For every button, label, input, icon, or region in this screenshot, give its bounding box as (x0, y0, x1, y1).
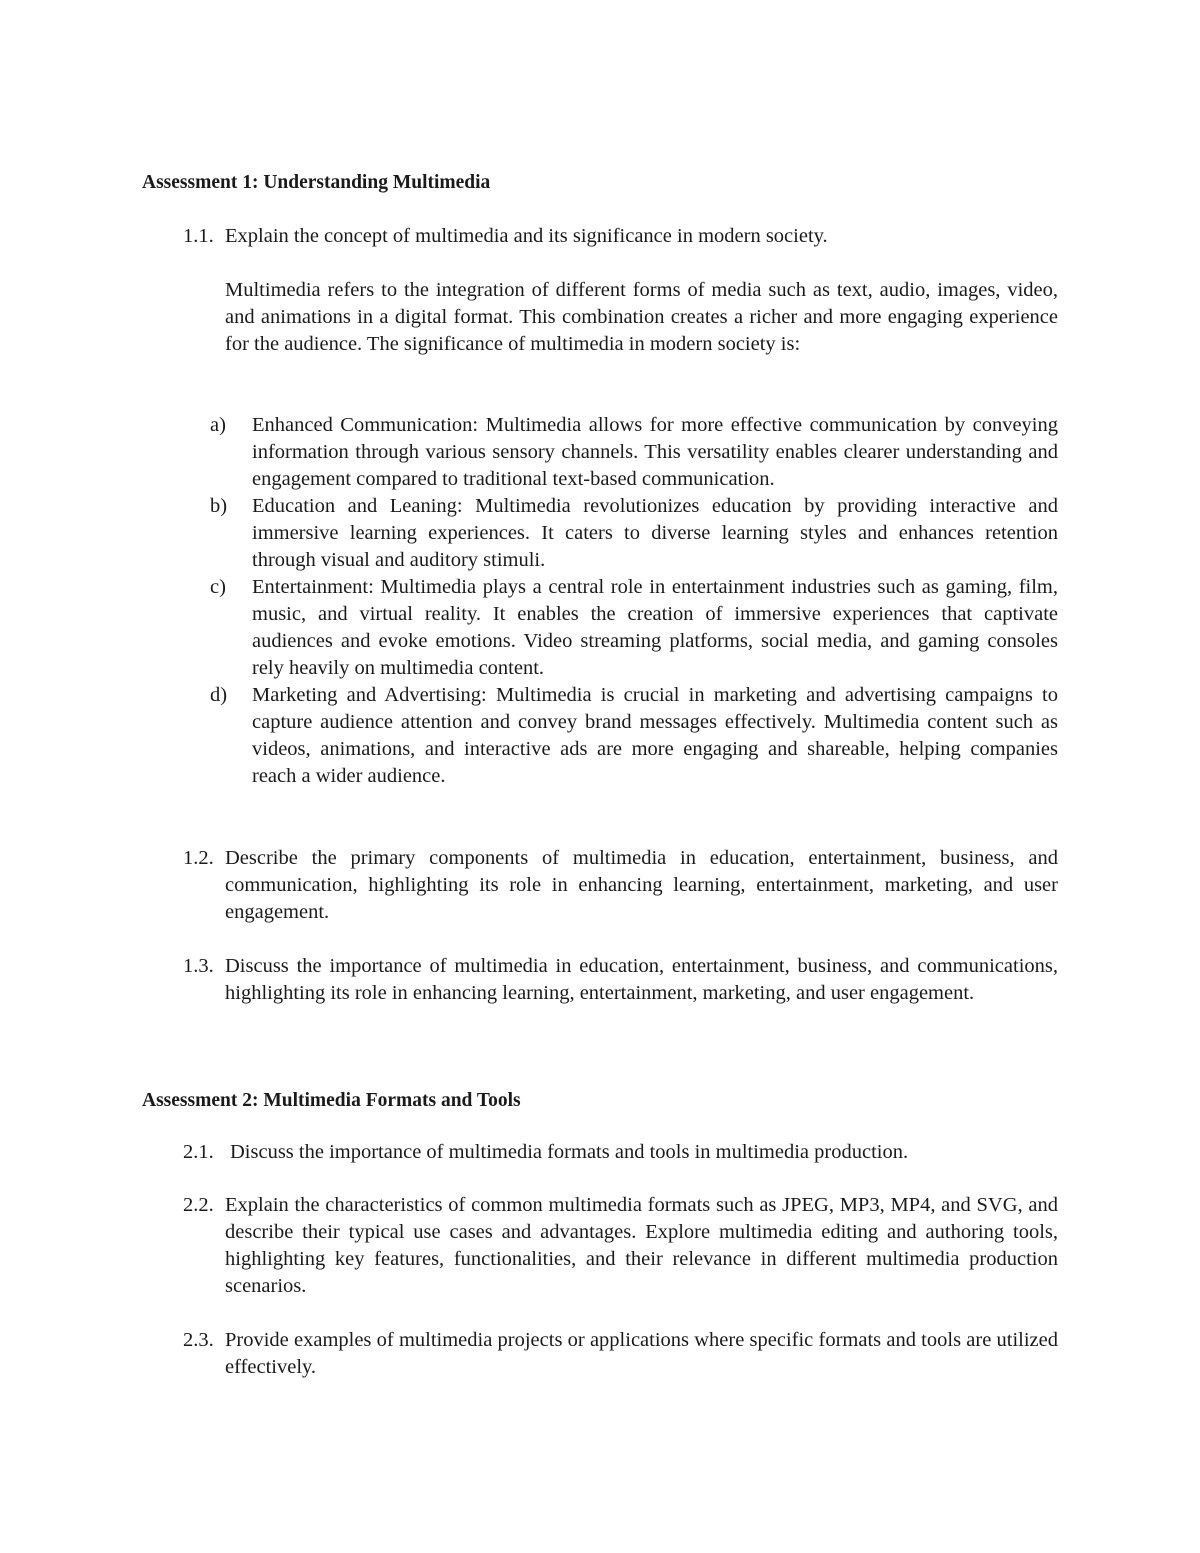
list-item-text: Entertainment: Multimedia plays a central role in entertainment industries such as gaming, film, music, and virtual reality. It enables the creation of immersive experiences that captivate audiences and evoke emotions. Video streaming platforms, social media, and gaming consoles rely heavily on multimedia content. (252, 576, 1058, 679)
question-1-2 (183, 845, 1058, 926)
question-number: 2.1. (183, 1141, 214, 1163)
list-item (210, 682, 1058, 790)
assessment-2-heading: Assessment 2: Multimedia Formats and Tools (142, 1090, 521, 1111)
question-text: Discuss the importance of multimedia formats and tools in multimedia production. (230, 1141, 909, 1163)
list-marker: a) (210, 414, 226, 436)
list-marker: c) (210, 576, 226, 598)
list-item-text: Enhanced Communication: Multimedia allows for more effective communication by conveying information through various sensory channels. This versatility enables clearer understanding and engagement compared to traditional text-based communication. (252, 414, 1058, 490)
list-item-text: Marketing and Advertising: Multimedia is crucial in marketing and advertising campaigns to capture audience attention and convey brand messages effectively. Multimedia content such as videos, animations, and interactive ads are more engaging and shareable, helping companies reach a wider audience. (252, 684, 1058, 787)
question-1-3 (183, 953, 1058, 1007)
assessment-1-heading: Assessment 1: Understanding Multimedia (142, 172, 491, 193)
question-2-2 (183, 1192, 1058, 1300)
question-number: 1.2. (183, 847, 214, 869)
question-text: Explain the concept of multimedia and its significance in modern society. (225, 225, 828, 247)
question-number: 1.3. (183, 955, 214, 977)
answer-intro-paragraph: Multimedia refers to the integration of different forms of media such as text, audio, images, video, and animations in a digital format. This combination creates a richer and more engaging experience for the audience. The significance of multimedia in modern society is: (225, 279, 1058, 355)
question-text: Provide examples of multimedia projects or applications where specific formats and tools are utilized effectively. (225, 1329, 1058, 1378)
question-1-1 (183, 223, 1058, 250)
question-2-3 (183, 1327, 1058, 1381)
question-text: Explain the characteristics of common multimedia formats such as JPEG, MP3, MP4, and SVG, and describe their typical use cases and advantages. Explore multimedia editing and authoring tools, highlighting key features, functionalities, and their relevance in different multimedia production scenarios. (225, 1194, 1058, 1297)
question-number: 1.1. (183, 225, 214, 247)
list-item (210, 493, 1058, 574)
question-text: Discuss the importance of multimedia in education, entertainment, business, and communications, highlighting its role in enhancing learning, entertainment, marketing, and user engagement. (225, 955, 1058, 1004)
significance-list (210, 412, 1058, 790)
list-item (210, 412, 1058, 493)
question-number: 2.3. (183, 1329, 214, 1351)
list-marker: d) (210, 684, 228, 706)
question-number: 2.2. (183, 1194, 214, 1216)
list-item-text: Education and Leaning: Multimedia revolutionizes education by providing interactive and immersive learning experiences. It caters to diverse learning styles and enhances retention through visual and auditory stimuli. (252, 495, 1058, 571)
question-text: Describe the primary components of multimedia in education, entertainment, business, and communication, highlighting its role in enhancing learning, entertainment, marketing, and user engagement. (225, 847, 1058, 923)
list-item (210, 574, 1058, 682)
list-marker: b) (210, 495, 228, 517)
question-2-1 (183, 1139, 1058, 1166)
